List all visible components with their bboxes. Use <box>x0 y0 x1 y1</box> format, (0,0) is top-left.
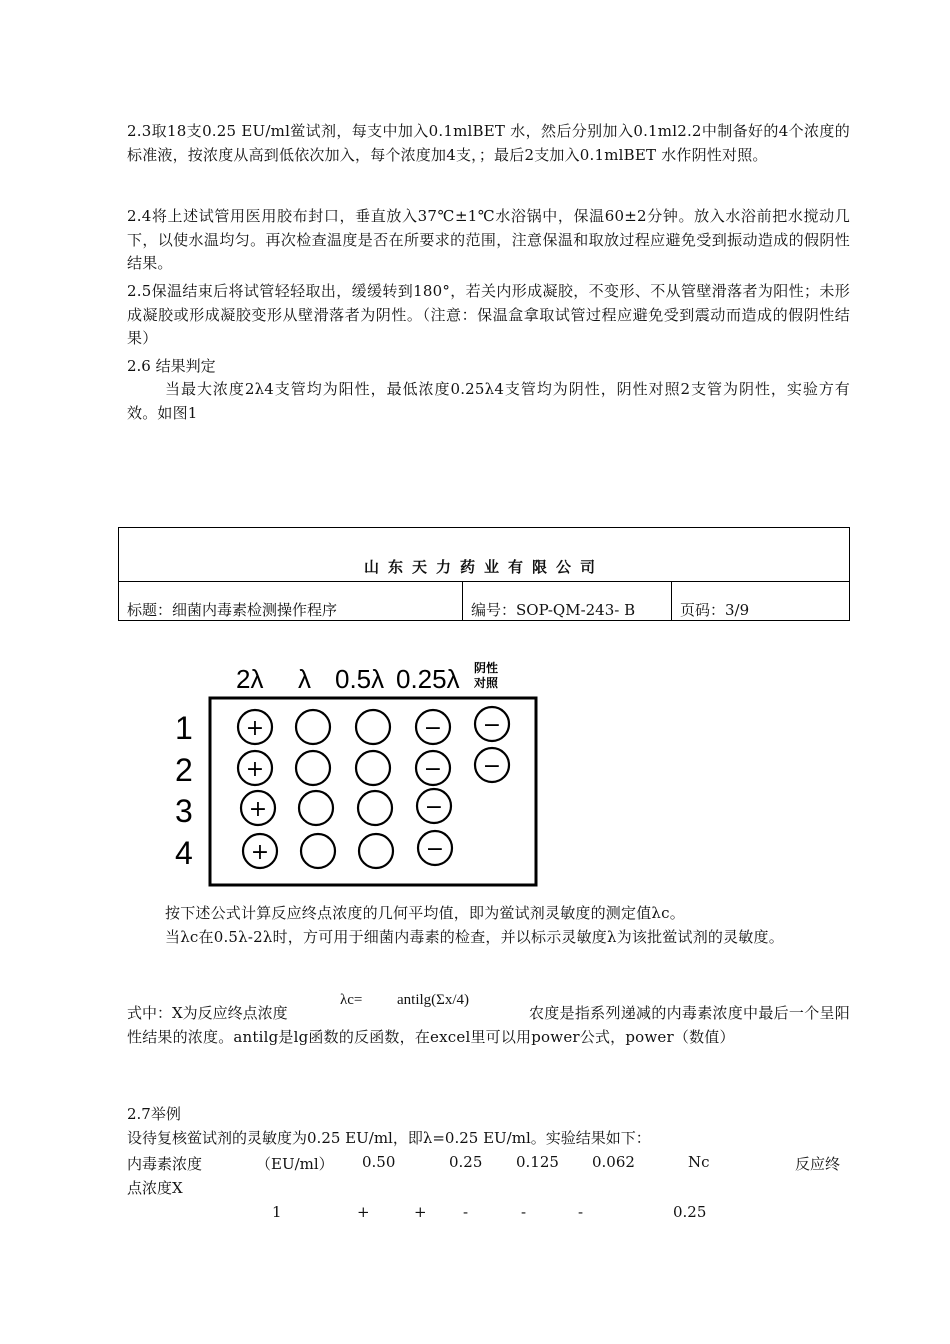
document-header-table <box>118 527 850 621</box>
company-name: 山东天力药业有限公司 <box>119 528 850 582</box>
document-code: 编号：SOP-QM-243- B <box>463 582 672 621</box>
tube-4-0-5lambda <box>359 834 393 868</box>
example-conc-3: 0.062 <box>592 1153 635 1171</box>
result-1-neg-control-negative: − <box>482 713 502 738</box>
figure-1-tube-results <box>170 650 550 890</box>
example-heading: 2.7举例 <box>127 1105 181 1123</box>
example-row1-result-2: - <box>463 1203 469 1221</box>
example-row1-result-3: - <box>521 1203 527 1221</box>
example-row1-result-0: + <box>357 1203 370 1221</box>
example-unit: （EU/ml） <box>256 1155 334 1173</box>
example-intro: 设待复核鲎试剂的灵敏度为0.25 EU/ml，即λ=0.25 EU/ml。实验结果如下： <box>127 1129 651 1147</box>
result-2-0-25lambda-negative: − <box>423 757 443 782</box>
example-row1-endpoint: 0.25 <box>673 1203 707 1221</box>
tube-2-lambda <box>296 751 330 785</box>
example-row1-result-4: - <box>578 1203 584 1221</box>
example-conc-1: 0.25 <box>449 1153 483 1171</box>
result-2-neg-control-negative: − <box>482 754 502 779</box>
col-label-2lambda: 2λ <box>236 664 264 694</box>
formula-desc-tail: 农度是指系列递减的内毒素浓度中最后一个呈阳性结果的浓度。antilg是lg函数的反函数，在excel里可以用power公式，power（数值） <box>127 1004 850 1046</box>
validity-condition: 当λc在0.5λ-2λ时，方可用于细菌内毒素的检查，并以标示灵敏度λ为该批鲎试剂的灵敏度。 <box>165 928 784 946</box>
section-2-4: 2.4将上述试管用医用胶布封口，垂直放入37℃±1℃水浴锅中，保温60±2分钟。放入水浴前把水搅动几下，以使水温均匀。再次检查温度是否在所要求的范围，注意保温和取放过程应避免受到振动造成的假阴性结果。 <box>127 207 850 272</box>
neg-control-label-1: 阴性 <box>474 661 499 675</box>
result-1-2lambda-positive: + <box>245 716 265 741</box>
tube-2-0-5lambda <box>356 751 390 785</box>
example-nc: Nc <box>688 1153 710 1171</box>
tube-4-lambda <box>301 834 335 868</box>
formula-desc-rest <box>127 1002 850 1049</box>
tube-3-0-5lambda <box>358 791 392 825</box>
example-conc-0: 0.50 <box>362 1153 396 1171</box>
row-label-4: 4 <box>175 835 193 871</box>
result-2-2lambda-positive: + <box>245 757 265 782</box>
section-2-6-heading: 2.6 结果判定 <box>127 357 216 375</box>
result-3-2lambda-positive: + <box>248 797 268 822</box>
example-row1-result-1: + <box>414 1203 427 1221</box>
row-label-1: 1 <box>175 710 193 746</box>
example-endpoint-label-a: 反应终 <box>795 1155 841 1173</box>
tube-3-lambda <box>299 791 333 825</box>
tube-1-lambda <box>296 710 330 744</box>
result-4-2lambda-positive: + <box>250 840 270 865</box>
tube-1-0-5lambda <box>356 710 390 744</box>
result-3-0-25lambda-negative: − <box>424 795 444 820</box>
section-2-3: 2.3取18支0.25 EU/ml鲎试剂，每支中加入0.1mlBET 水，然后分别加入0.1ml2.2中制备好的4个浓度的标准液，按浓度从高到低依次加入，每个浓度加4支，；最后2支加入0.1mlBET 水作阴性对照。 <box>127 122 850 164</box>
section-2-5: 2.5保温结束后将试管轻轻取出，缓缓转到180°，若关内形成凝胶，不变形、不从管壁滑落者为阳性；未形成凝胶或形成凝胶变形从壁滑落者为阴性。（注意：保温盒拿取试管过程应避免受到震动而造成的假阴性结果） <box>127 282 850 347</box>
formula-rhs: antilg(Σx/4) <box>397 992 470 1008</box>
example-conc-2: 0.125 <box>516 1153 559 1171</box>
example-endpoint-label-b: 点浓度X <box>127 1179 183 1197</box>
row-label-3: 3 <box>175 793 193 829</box>
row-label-2: 2 <box>175 752 193 788</box>
col-label-0-25lambda: 0.25λ <box>396 664 460 694</box>
col-label-0-5lambda: 0.5λ <box>335 664 385 694</box>
neg-control-label-2: 对照 <box>474 676 499 690</box>
col-label-lambda: λ <box>298 664 311 694</box>
result-4-0-25lambda-negative: − <box>425 837 445 862</box>
example-row-label: 内毒素浓度 <box>127 1155 203 1173</box>
section-2-6-text: 当最大浓度2λ4支管均为阳性，最低浓度0.25λ4支管均为阴性，阴性对照2支管为阴性，实验方有效。如图1 <box>127 380 850 422</box>
document-title: 标题：细菌内毒素检测操作程序 <box>119 582 463 621</box>
example-row1-index: 1 <box>272 1203 282 1221</box>
formula-desc-lead: 式中：X为反应终点浓度 <box>127 1004 288 1022</box>
formula-lhs: λc= <box>340 992 363 1008</box>
page-number: 页码：3/9 <box>672 582 850 621</box>
calc-description: 按下述公式计算反应终点浓度的几何平均值，即为鲎试剂灵敏度的测定值λc。 <box>165 904 685 922</box>
result-1-0-25lambda-negative: − <box>423 716 443 741</box>
